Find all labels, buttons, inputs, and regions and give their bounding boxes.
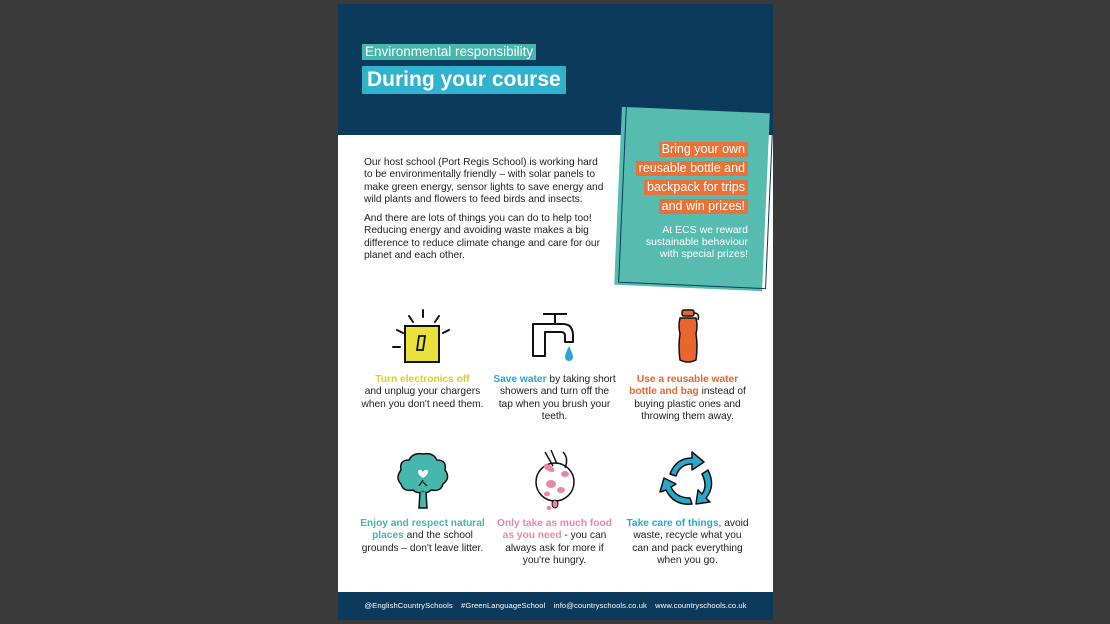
tip-caption bbox=[360, 374, 485, 411]
switch-icon bbox=[383, 306, 463, 368]
tip-electronics bbox=[360, 306, 485, 411]
tree-icon bbox=[383, 448, 463, 512]
tap-icon bbox=[515, 306, 595, 368]
tip-text: by taking short showers and turn off the tap when you brush your teeth. bbox=[498, 374, 616, 422]
tip-food bbox=[492, 448, 617, 567]
promo-sub bbox=[620, 224, 748, 260]
tip-text: and unplug your chargers when you don't need them. bbox=[361, 386, 484, 410]
footer-hashtag: #GreenLanguageSchool bbox=[461, 601, 546, 610]
footer-bar bbox=[338, 592, 773, 620]
bottle-icon bbox=[648, 306, 728, 368]
tip-caption bbox=[360, 518, 485, 555]
footer-social: @EnglishCountrySchools bbox=[364, 601, 453, 610]
tip-recycle bbox=[625, 448, 750, 567]
intro-text bbox=[364, 157, 606, 269]
tips-grid bbox=[338, 304, 773, 594]
footer-email: info@countryschools.co.uk bbox=[553, 601, 647, 610]
tip-caption bbox=[625, 518, 750, 567]
promo-line: backpack for trips bbox=[644, 180, 748, 195]
tip-highlight: Save water bbox=[493, 374, 547, 385]
promo-line: reusable bottle and bbox=[636, 161, 748, 176]
tip-highlight: Take care of things bbox=[626, 518, 719, 529]
tip-highlight: Enjoy and respect natural places bbox=[360, 518, 485, 542]
promo-line: Bring your own bbox=[659, 142, 748, 157]
tip-highlight: Use a reusable water bottle and bag bbox=[629, 374, 739, 398]
intro-paragraph: And there are lots of things you can do to help too! Reducing energy and avoiding waste makes a big difference to reduce climate change and care for our planet and each other. bbox=[364, 213, 600, 262]
intro-paragraph: Our host school (Port Regis School) is working hard to be environmentally friendly – with solar panels to make green energy, sensor lights to save energy and wild plants and flowers to feed birds and insects. bbox=[364, 157, 604, 205]
tip-caption bbox=[625, 374, 750, 423]
page-title: During your course bbox=[362, 66, 566, 94]
tip-caption bbox=[492, 374, 617, 423]
promo-line: and win prizes! bbox=[659, 199, 748, 214]
tip-text: and the school grounds – don't leave litter. bbox=[361, 530, 484, 554]
promo-sub-line: sustainable behaviour bbox=[645, 236, 748, 248]
promo-text bbox=[620, 140, 748, 260]
footer-website: www.countryschools.co.uk bbox=[655, 601, 747, 610]
kicker-label: Environmental responsibility bbox=[362, 44, 536, 60]
tip-caption bbox=[492, 518, 617, 567]
tip-text: - you can always ask for more if you're hungry. bbox=[505, 530, 607, 566]
food-icon bbox=[515, 448, 595, 512]
promo-sub-line: At ECS we reward bbox=[662, 224, 748, 236]
tip-highlight: Only take as much food as you need bbox=[497, 518, 612, 542]
tip-bottle bbox=[625, 306, 750, 423]
poster-page bbox=[338, 4, 773, 620]
tip-water bbox=[492, 306, 617, 423]
tip-text: , avoid waste, recycle what you can and pack everything when you go. bbox=[632, 518, 749, 566]
promo-sub-line: with special prizes! bbox=[659, 248, 748, 260]
recycle-icon bbox=[648, 448, 728, 512]
tip-highlight: Turn electronics off bbox=[375, 374, 470, 385]
tip-text: instead of buying plastic ones and throwing them away. bbox=[634, 386, 746, 422]
tip-nature bbox=[360, 448, 485, 555]
